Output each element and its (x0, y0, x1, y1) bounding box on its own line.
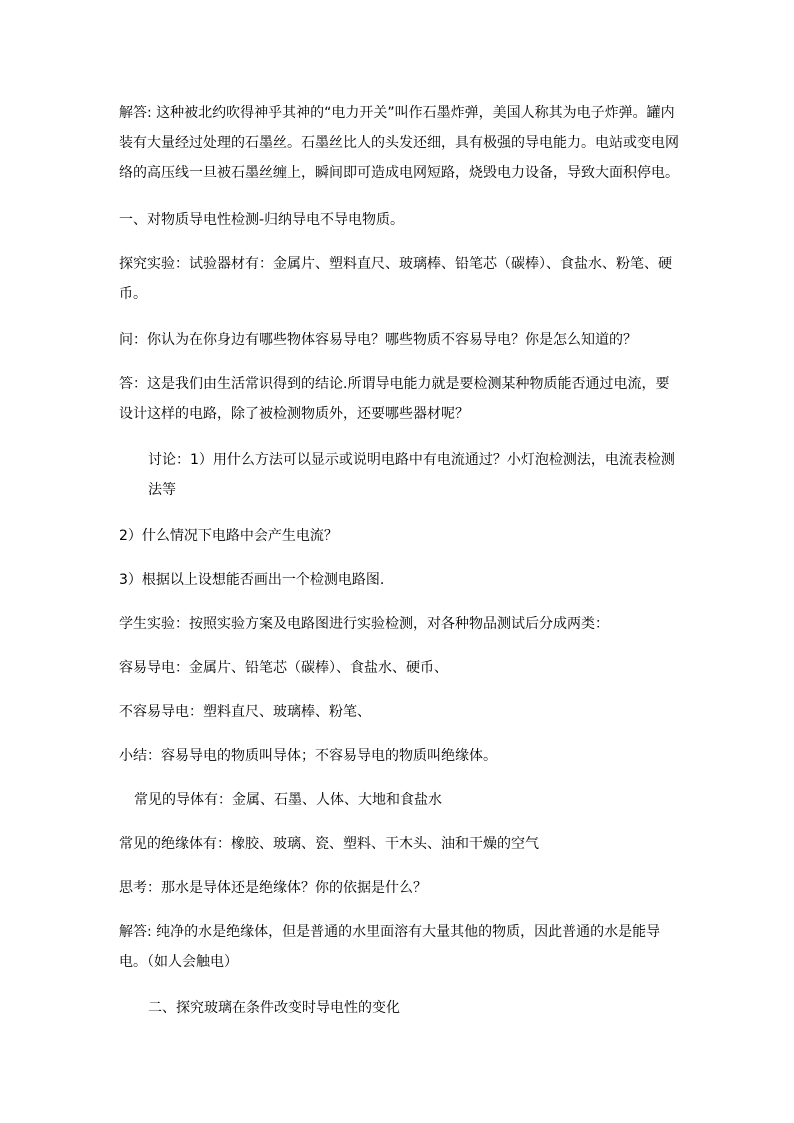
discussion-paragraph: 讨论：1）用什么方法可以显示或说明电路中有电流通过？小灯泡检测法，电流表检测法等 (148, 452, 675, 498)
student-experiment: 学生实验：按照实验方案及电路图进行实验检测，对各种物品测试后分成两类： (119, 616, 609, 632)
answer-graphite-bomb: 解答: 这种被北约吹得神乎其神的“电力开关”叫作石墨炸弹，美国人称其为电子炸弹。罐内装有大量经过处理的石墨丝。石墨丝比人的头发还细，具有极强的导电能力。电站或变电网络的高压线一旦被石墨丝缠上，瞬间即可造成电网短路，烧毁电力设备，导致大面积停电。 (119, 105, 679, 181)
nonconductive-list: 不容易导电：塑料直尺、玻璃棒、粉笔、 (119, 704, 371, 720)
discussion-item-3: 3）根据以上设想能否画出一个检测电路图. (119, 572, 385, 588)
summary-paragraph: 小结：容易导电的物质叫导体；不容易导电的物质叫绝缘体。 (119, 748, 497, 764)
question-paragraph: 问：你认为在你身边有哪些物体容易导电？哪些物质不容易导电？你是怎么知道的？ (119, 332, 637, 348)
answer-paragraph: 答：这是我们由生活常识得到的结论.所谓导电能力就是要检测某种物质能否通过电流，要设计这样的电路，除了被检测物质外，还要哪些器材呢？ (119, 376, 670, 422)
common-insulators: 常见的绝缘体有：橡胶、玻璃、瓷、塑料、干木头、油和干燥的空气 (119, 836, 539, 852)
water-answer: 解答: 纯净的水是绝缘体，但是普通的水里面溶有大量其他的物质，因此普通的水是能导电。（如人会触电） (119, 924, 661, 970)
conductive-list: 容易导电：金属片、铅笔芯（碳棒）、食盐水、硬币、 (119, 660, 448, 676)
section-one-heading: 一、对物质导电性检测-归纳导电不导电物质。 (119, 212, 405, 228)
common-conductors: 常见的导体有：金属、石墨、人体、大地和食盐水 (134, 792, 442, 808)
section-two-heading: 二、探究玻璃在条件改变时导电性的变化 (148, 1000, 400, 1016)
thinking-question: 思考：那水是导体还是绝缘体？你的依据是什么？ (119, 880, 427, 896)
discussion-item-2: 2）什么情况下电路中会产生电流？ (119, 528, 338, 544)
experiment-materials: 探究实验：试验器材有：金属片、塑料直尺、玻璃棒、铅笔芯（碳棒）、食盐水、粉笔、硬币。 (119, 256, 672, 302)
